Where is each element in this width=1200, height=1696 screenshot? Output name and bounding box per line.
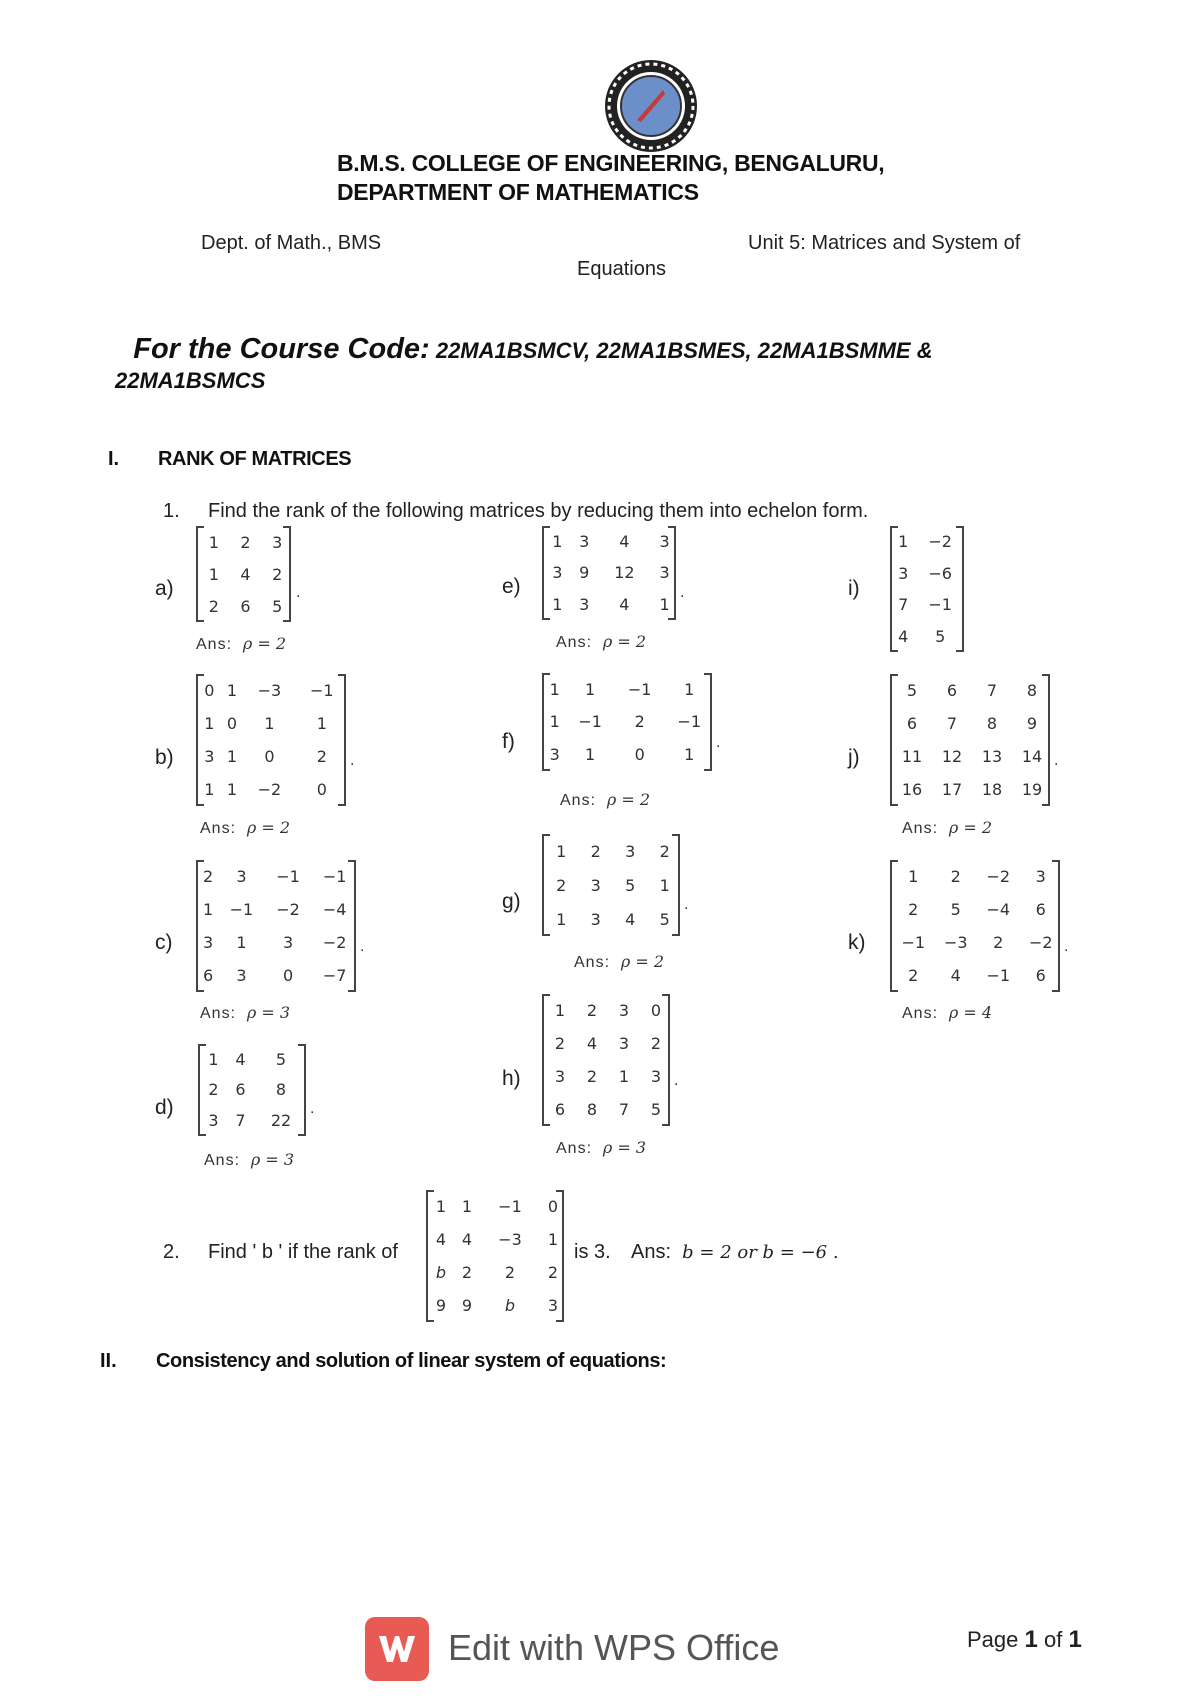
matrix-row [892,589,966,621]
matrix-cell: 8 [586,1100,598,1119]
matrix-cell: −7 [322,966,347,985]
matrix-cell: 18 [981,780,1003,799]
matrix-q2 [426,1190,564,1322]
matrix-cell: 5 [935,626,946,646]
matrix-cell: 0 [316,780,327,799]
matrix-row [892,959,1062,992]
matrix-cell: 2 [650,1034,662,1053]
matrix-c [196,860,356,992]
matrix-cell: 3 [549,745,560,765]
course-codes-line1: 22MA1BSMCV, 22MA1BSMES, 22MA1BSMME & [435,338,933,363]
answer-g: Ans: ρ = 2 [574,952,665,971]
matrix-row [544,673,714,706]
matrix-row [200,1075,308,1106]
matrix-cell: 1 [226,681,237,700]
matrix-cell: 16 [901,780,923,799]
matrix-cell: 5 [906,681,918,700]
matrix-row [892,621,966,653]
matrix-g [542,834,680,936]
matrix-row [198,860,358,893]
answer-b: Ans: ρ = 2 [200,818,291,837]
matrix-row [198,707,348,740]
matrix-cell: 2 [950,867,961,886]
matrix-cell: −1 [901,933,926,952]
matrix-cell: 3 [659,532,670,552]
matrix-cell: 3 [618,1001,630,1020]
matrix-cell: 1 [547,1230,559,1249]
matrix-cell: 1 [554,1001,566,1020]
matrix-cell: 2 [556,875,567,895]
matrix-cell: 3 [272,532,283,552]
college-name: B.M.S. COLLEGE OF ENGINEERING, BENGALURU, [337,150,885,176]
matrix-cell: 5 [650,1100,662,1119]
matrix-cell: 1 [684,745,695,765]
matrix-row [198,773,348,806]
matrix-cell: 3 [204,747,215,766]
matrix-cell: 1 [226,747,237,766]
matrix-cell: 3 [547,1296,559,1315]
matrix-row [200,1105,308,1136]
matrix-cell: 9 [579,563,590,583]
matrix-cell: 2 [461,1263,473,1282]
matrix-cell: 4 [898,626,909,646]
matrix-row [892,773,1052,806]
matrix-row [200,1044,308,1075]
matrix-row [198,590,293,622]
matrix-cell: 0 [204,681,215,700]
label-j: j) [848,746,860,769]
matrix-cell: 2 [202,867,214,886]
matrix-row [198,926,358,959]
matrix-cell: 7 [898,595,909,615]
section1-number: I. [108,448,120,470]
matrix-cell: 6 [235,1080,246,1100]
matrix-cell: 8 [275,1080,287,1100]
answer-f: Ans: ρ = 2 [560,790,651,809]
matrix-row [198,893,358,926]
matrix-cell: 1 [208,1049,219,1069]
matrix-cell: −1 [276,867,300,886]
matrix-cell: −1 [986,966,1011,985]
matrix-cell: 5 [275,1049,287,1069]
matrix-cell: −1 [928,595,952,615]
matrix-cell: 3 [579,532,590,552]
matrix-cell: 3 [208,1111,219,1131]
matrix-row [892,860,1062,893]
matrix-cell: 7 [946,714,958,733]
matrix-cell: 1 [316,714,327,733]
matrix-a [196,526,291,622]
matrix-cell: 1 [549,679,560,699]
matrix-cell: 4 [240,564,251,584]
matrix-cell: 4 [435,1230,447,1249]
course-code-block [115,333,1021,396]
answer-d: Ans: ρ = 3 [204,1150,295,1169]
matrix-cell: −2 [322,933,347,952]
answer-e: Ans: ρ = 2 [556,632,647,651]
matrix-cell: 2 [554,1034,566,1053]
matrix-cell: 4 [461,1230,473,1249]
matrix-cell: −2 [928,532,952,552]
answer-a: Ans: ρ = 2 [196,634,287,653]
label-h: h) [502,1067,521,1090]
matrix-cell: 3 [236,867,247,886]
matrix-cell: 9 [435,1296,447,1315]
matrix-cell: 4 [619,532,630,552]
matrix-row [544,868,682,902]
matrix-cell: −1 [677,712,702,732]
answer-h: Ans: ρ = 3 [556,1138,647,1157]
matrix-cell: 1 [552,532,563,552]
matrix-cell: 3 [282,933,294,952]
matrix-row [892,740,1052,773]
matrix-cell: −4 [322,900,347,919]
matrix-cell: 1 [236,933,247,952]
matrix-row [892,558,966,590]
matrix-row [544,589,678,620]
matrix-cell: 3 [554,1067,566,1086]
label-g: g) [502,890,521,913]
matrix-cell: 2 [634,712,645,732]
matrix-cell: 17 [941,780,963,799]
matrix-cell: −4 [986,900,1011,919]
matrix-cell: 2 [504,1263,516,1282]
matrix-row [544,1093,672,1126]
label-c: c) [155,931,173,954]
matrix-cell: 1 [435,1197,447,1216]
header-left-meta: Dept. of Math., BMS [201,232,382,254]
matrix-cell: 11 [901,747,923,766]
section2-number: II. [100,1350,117,1372]
matrix-cell: 3 [590,875,601,895]
matrix-row [544,902,682,936]
header-right-meta: Unit 5: Matrices and System of [748,232,1021,254]
matrix-cell: −2 [986,867,1011,886]
section1-title: RANK OF MATRICES [158,448,352,470]
matrix-cell: 3 [898,563,909,583]
matrix-cell: 1 [264,714,275,733]
matrix-cell: b [504,1296,516,1315]
matrix-cell: 0 [226,714,237,733]
matrix-cell: 1 [908,867,919,886]
matrix-cell: −6 [928,563,952,583]
matrix-cell: 2 [240,532,251,552]
matrix-cell: −3 [257,681,282,700]
matrix-row [544,526,678,557]
matrix-cell: −1 [322,867,347,886]
matrix-cell: 0 [650,1001,662,1020]
matrix-cell: 1 [556,909,567,929]
matrix-h [542,994,670,1126]
matrix-cell: 8 [986,714,998,733]
q2-number: 2. [163,1241,180,1263]
department-name: DEPARTMENT OF MATHEMATICS [337,179,699,205]
matrix-cell: 1 [202,900,214,919]
section2-title: Consistency and solution of linear system of equations: [156,1350,667,1372]
matrix-cell: −2 [276,900,300,919]
matrix-cell: 2 [586,1067,598,1086]
matrix-cell: 5 [625,875,636,895]
matrix-cell: 2 [908,900,919,919]
matrix-row [428,1289,566,1322]
matrix-row [428,1190,566,1223]
matrix-row [428,1223,566,1256]
course-codes-line2: 22MA1BSMCS [115,368,266,393]
matrix-cell: 2 [547,1263,559,1282]
matrix-row [892,707,1052,740]
matrix-row [544,834,682,868]
matrix-row [198,558,293,590]
matrix-cell: 3 [236,966,247,985]
matrix-cell: 1 [659,594,670,614]
matrix-cell: 1 [684,679,695,699]
matrix-cell: 22 [270,1111,292,1131]
matrix-row [544,1027,672,1060]
matrix-cell: 3 [1035,867,1046,886]
matrix-row [892,893,1062,926]
q1-text: Find the rank of the following matrices by reducing them into echelon form. [208,500,869,522]
matrix-cell: 3 [650,1067,662,1086]
matrix-cell: 2 [993,933,1004,952]
matrix-cell: 5 [272,596,283,616]
matrix-cell: 12 [941,747,963,766]
matrix-cell: 14 [1021,747,1043,766]
matrix-cell: 1 [208,564,219,584]
matrix-cell: 4 [586,1034,598,1053]
matrix-cell: 13 [981,747,1003,766]
q2-answer: Ans: b = 2 or b = −6 . [631,1241,839,1263]
matrix-cell: 4 [950,966,961,985]
matrix-cell: 2 [590,841,601,861]
matrix-cell: 7 [235,1111,246,1131]
matrix-cell: 0 [547,1197,559,1216]
label-a: a) [155,577,174,600]
matrix-cell: 8 [1026,681,1038,700]
matrix-b [196,674,346,806]
college-logo [603,58,699,154]
matrix-cell: 9 [1026,714,1038,733]
matrix-cell: 7 [986,681,998,700]
matrix-row [544,1060,672,1093]
matrix-cell: 2 [586,1001,598,1020]
matrix-cell: −3 [943,933,968,952]
matrix-e [542,526,676,620]
matrix-row [544,738,714,771]
matrix-row [428,1256,566,1289]
matrix-cell: 2 [208,1080,219,1100]
matrix-cell: 12 [614,563,635,583]
matrix-cell: 6 [906,714,918,733]
edit-with-wps-banner[interactable] [365,1617,785,1683]
matrix-cell: 4 [619,594,630,614]
matrix-row [544,557,678,588]
label-k: k) [848,931,866,954]
label-f: f) [502,730,515,753]
matrix-cell: −1 [627,679,652,699]
q1-number: 1. [163,500,180,522]
matrix-cell: 0 [264,747,275,766]
matrix-cell: 3 [618,1034,630,1053]
matrix-cell: 5 [950,900,961,919]
matrix-d [198,1044,306,1136]
matrix-cell: 6 [946,681,958,700]
matrix-cell: −3 [498,1230,522,1249]
matrix-cell: 2 [659,841,670,861]
matrix-cell: 9 [461,1296,473,1315]
matrix-cell: 6 [1035,966,1046,985]
matrix-cell: 1 [556,841,567,861]
header-right-meta-cont: Equations [577,258,666,280]
matrix-cell: −2 [257,780,282,799]
matrix-cell: 6 [202,966,214,985]
matrix-cell: −1 [498,1197,522,1216]
matrix-i [890,526,964,652]
matrix-cell: 2 [272,564,283,584]
q2-text-after: is 3. [574,1241,611,1263]
matrix-cell: 1 [208,532,219,552]
matrix-cell: 1 [204,780,215,799]
matrix-cell: 1 [659,875,670,895]
page-indicator: Page 1 of 1 [967,1626,1082,1653]
matrix-row [544,706,714,739]
matrix-row [198,674,348,707]
matrix-cell: 1 [552,594,563,614]
matrix-cell: 3 [659,563,670,583]
matrix-cell: 1 [226,780,237,799]
matrix-cell: −2 [1028,933,1053,952]
q2-text-before: Find ' b ' if the rank of [208,1241,398,1263]
matrix-cell: 6 [554,1100,566,1119]
matrix-cell: 3 [202,933,214,952]
matrix-cell: b [435,1263,447,1282]
matrix-cell: 3 [590,909,601,929]
matrix-cell: 1 [585,745,596,765]
label-b: b) [155,746,174,769]
matrix-cell: 3 [552,563,563,583]
matrix-row [892,674,1052,707]
matrix-cell: 3 [625,841,636,861]
label-e: e) [502,575,521,598]
matrix-cell: 4 [625,909,636,929]
matrix-cell: 19 [1021,780,1043,799]
matrix-cell: 4 [235,1049,246,1069]
matrix-j [890,674,1050,806]
answer-k: Ans: ρ = 4 [902,1003,993,1022]
matrix-cell: −1 [310,681,334,700]
matrix-row [892,526,966,558]
matrix-row [198,526,293,558]
matrix-cell: 7 [618,1100,630,1119]
matrix-cell: 1 [461,1197,473,1216]
matrix-cell: 1 [898,532,909,552]
matrix-cell: 2 [908,966,919,985]
matrix-f [542,673,712,771]
matrix-cell: 6 [1035,900,1046,919]
matrix-k [890,860,1060,992]
matrix-cell: 2 [316,747,327,766]
matrix-row [198,959,358,992]
matrix-cell: 1 [204,714,215,733]
label-i: i) [848,577,860,600]
matrix-cell: 1 [549,712,560,732]
label-d: d) [155,1096,174,1119]
course-code-lead: For the Course Code: [133,333,430,365]
matrix-cell: −1 [229,900,254,919]
wps-office-icon [365,1617,429,1681]
answer-j: Ans: ρ = 2 [902,818,993,837]
matrix-row [198,740,348,773]
matrix-row [544,994,672,1027]
matrix-cell: 2 [208,596,219,616]
matrix-cell: 3 [579,594,590,614]
wps-edit-label: Edit with WPS Office [448,1627,780,1668]
answer-c: Ans: ρ = 3 [200,1003,291,1022]
matrix-row [892,926,1062,959]
matrix-cell: 6 [240,596,251,616]
matrix-cell: 0 [634,745,645,765]
matrix-cell: 0 [282,966,294,985]
matrix-cell: 1 [585,679,596,699]
matrix-cell: 1 [618,1067,630,1086]
matrix-cell: −1 [578,712,602,732]
matrix-cell: 5 [659,909,670,929]
